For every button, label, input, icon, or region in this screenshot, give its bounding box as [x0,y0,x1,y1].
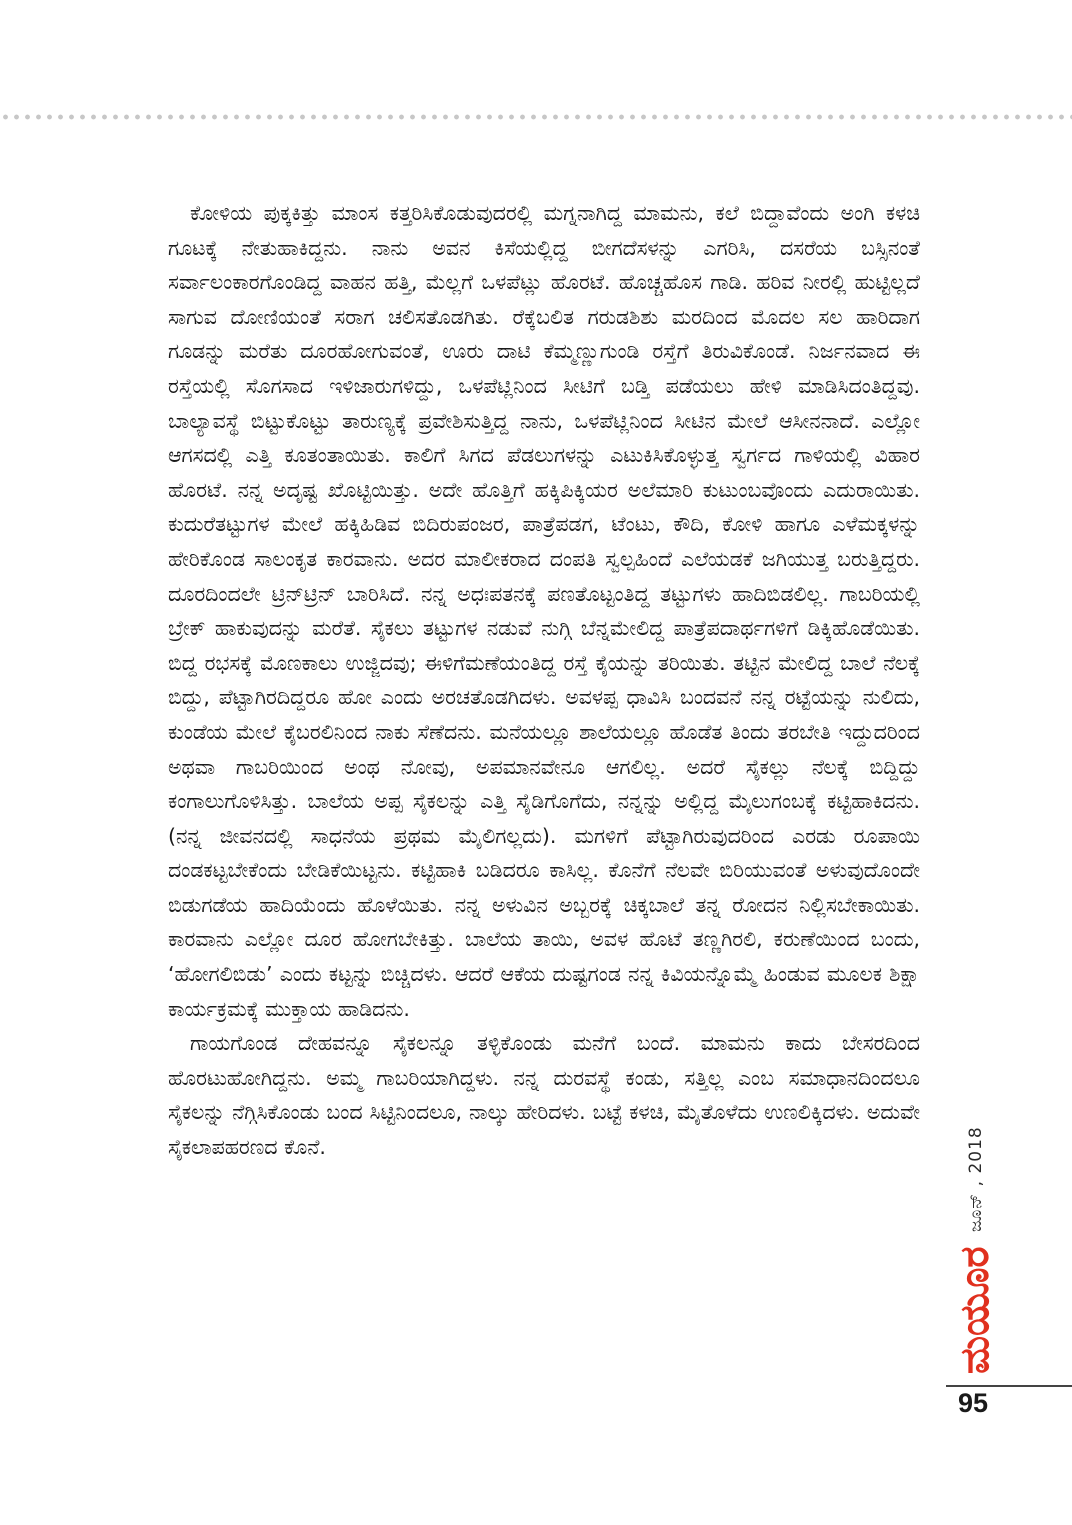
issue-date: ಜೂನ್ , 2018 [966,1126,986,1232]
page-number: 95 [958,1388,989,1418]
page-number-rule [946,1385,1072,1387]
article-paragraph-2: ಗಾಯಗೊಂಡ ದೇಹವನ್ನೂ ಸೈಕಲನ್ನೂ ತಳ್ಳಿಕೊಂಡು ಮನೆಗೆ ಬಂದೆ. ಮಾಮನು ಕಾದು ಬೇಸರದಿಂದ ಹೊರಟುಹೋಗಿದ್ದನು. ಅಮ್ಮ ಗಾಬರಿಯಾಗಿದ್ದಳು. ನನ್ನ ದುರವಸ್ಥೆ ಕಂಡು, ಸತ್ತಿಲ್ಲ ಎಂಬ ಸಮಾಧಾನದಿಂದಲೂ ಸೈಕಲನ್ನು ನೆಗ್ಗಿಸಿಕೊಂಡು ಬಂದ ಸಿಟ್ಟಿನಿಂದಲೂ, ನಾಲ್ಕು ಹೇರಿದಳು. ಬಟ್ಟೆ ಕಳಚಿ, ಮೈತೊಳೆದು ಉಣಲಿಕ್ಕಿದಳು. ಅದುವೇ ಸೈಕಲಾಪಹರಣದ ಕೊನೆ. [168,1031,920,1160]
article-body [168,196,920,1165]
magazine-logo: ಮಯೂರ [952,1246,998,1374]
article-paragraph-1: ಕೋಳಿಯ ಪುಕ್ಕಕಿತ್ತು ಮಾಂಸ ಕತ್ತರಿಸಿಕೊಡುವುದರಲ್ಲಿ ಮಗ್ನನಾಗಿದ್ದ ಮಾಮನು, ಕಲೆ ಬಿದ್ದಾವೆಂದು ಅಂಗಿ ಕಳಚಿ ಗೂಟಕ್ಕೆ ನೇತುಹಾಕಿದ್ದನು. ನಾನು ಅವನ ಕಿಸೆಯಲ್ಲಿದ್ದ ಬೀಗದೆಸಳನ್ನು ಎಗರಿಸಿ, ದಸರೆಯ ಬಸ್ಸಿನಂತೆ ಸರ್ವಾಲಂಕಾರಗೊಂಡಿದ್ದ ವಾಹನ ಹತ್ತಿ, ಮೆಲ್ಲಗೆ ಒಳಪೆಟ್ಲು ಹೊರಟೆ. ಹೊಚ್ಚಹೊಸ ಗಾಡಿ. ಹರಿವ ನೀರಲ್ಲಿ ಹುಟ್ಟಿಲ್ಲದೆ ಸಾಗುವ ದೋಣಿಯಂತೆ ಸರಾಗ ಚಲಿಸತೊಡಗಿತು. ರೆಕ್ಕೆಬಲಿತ ಗರುಡಶಿಶು ಮರದಿಂದ ಮೊದಲ ಸಲ ಹಾರಿದಾಗ ಗೂಡನ್ನು ಮರೆತು ದೂರಹೋಗುವಂತೆ, ಊರು ದಾಟಿ ಕೆಮ್ಮಣ್ಣುಗುಂಡಿ ರಸ್ತೆಗೆ ತಿರುವಿಕೊಂಡೆ. ನಿರ್ಜನವಾದ ಈ ರಸ್ತೆಯಲ್ಲಿ ಸೊಗಸಾದ ಇಳಿಜಾರುಗಳಿದ್ದು, ಒಳಪೆಟ್ಲಿನಿಂದ ಸೀಟಿಗೆ ಬಡ್ತಿ ಪಡೆಯಲು ಹೇಳಿ ಮಾಡಿಸಿದಂತಿದ್ದವು. ಬಾಲ್ಯಾವಸ್ಥೆ ಬಿಟ್ಟುಕೊಟ್ಟು ತಾರುಣ್ಯಕ್ಕೆ ಪ್ರವೇಶಿಸುತ್ತಿದ್ದ ನಾನು, ಒಳಪೆಟ್ಲಿನಿಂದ ಸೀಟಿನ ಮೇಲೆ ಆಸೀನನಾದೆ. ಎಲ್ಲೋ ಆಗಸದಲ್ಲಿ ಎತ್ತಿ ಕೂತಂತಾಯಿತು. ಕಾಲಿಗೆ ಸಿಗದ ಪೆಡಲುಗಳನ್ನು ಎಟುಕಿಸಿಕೊಳ್ಳುತ್ತ ಸ್ವರ್ಗದ ಗಾಳಿಯಲ್ಲಿ ವಿಹಾರ ಹೊರಟೆ. ನನ್ನ ಅದೃಷ್ಟ ಖೊಟ್ಟಿಯಿತ್ತು. ಅದೇ ಹೊತ್ತಿಗೆ ಹಕ್ಕಿಪಿಕ್ಕಿಯರ ಅಲೆಮಾರಿ ಕುಟುಂಬವೊಂದು ಎದುರಾಯಿತು. ಕುದುರೆತಟ್ಟುಗಳ ಮೇಲೆ ಹಕ್ಕಿಹಿಡಿವ ಬಿದಿರುಪಂಜರ, ಪಾತ್ರೆಪಡಗ, ಟೆಂಟು, ಕೌದಿ, ಕೋಳಿ ಹಾಗೂ ಎಳೆಮಕ್ಕಳನ್ನು ಹೇರಿಕೊಂಡ ಸಾಲಂಕೃತ ಕಾರವಾನು. ಅದರ ಮಾಲೀಕರಾದ ದಂಪತಿ ಸ್ವಲ್ಪಹಿಂದೆ ಎಲೆಯಡಕೆ ಜಗಿಯುತ್ತ ಬರುತ್ತಿದ್ದರು. ದೂರದಿಂದಲೇ ಟ್ರಿನ್‌ಟ್ರಿನ್ ಬಾರಿಸಿದೆ. ನನ್ನ ಅಧಃಪತನಕ್ಕೆ ಪಣತೊಟ್ಟಂತಿದ್ದ ತಟ್ಟುಗಳು ಹಾದಿಬಿಡಲಿಲ್ಲ. ಗಾಬರಿಯಲ್ಲಿ ಬ್ರೇಕ್ ಹಾಕುವುದನ್ನು ಮರೆತೆ. ಸೈಕಲು ತಟ್ಟುಗಳ ನಡುವೆ ನುಗ್ಗಿ ಬೆನ್ನಮೇಲಿದ್ದ ಪಾತ್ರೆಪದಾರ್ಥಗಳಿಗೆ ಡಿಕ್ಕಿಹೊಡೆಯಿತು. ಬಿದ್ದ ರಭಸಕ್ಕೆ ಮೊಣಕಾಲು ಉಜ್ಜಿದವು; ಈಳಿಗೆಮಣೆಯಂತಿದ್ದ ರಸ್ತೆ ಕೈಯನ್ನು ತರಿಯಿತು. ತಟ್ಟಿನ ಮೇಲಿದ್ದ ಬಾಲೆ ನೆಲಕ್ಕೆ ಬಿದ್ದು, ಪೆಟ್ಟಾಗಿರದಿದ್ದರೂ ಹೋ ಎಂದು ಅರಚತೊಡಗಿದಳು. ಅವಳಪ್ಪ ಧಾವಿಸಿ ಬಂದವನೆ ನನ್ನ ರಟ್ಟೆಯನ್ನು ನುಲಿದು, ಕುಂಡೆಯ ಮೇಲೆ ಕೈಬರಲಿನಿಂದ ನಾಕು ಸೆಣೆದನು. ಮನೆಯಲ್ಲೂ ಶಾಲೆಯಲ್ಲೂ ಹೊಡೆತ ತಿಂದು ತರಬೇತಿ ಇದ್ದುದರಿಂದ ಅಥವಾ ಗಾಬರಿಯಿಂದ ಅಂಥ ನೋವು, ಅಪಮಾನವೇನೂ ಆಗಲಿಲ್ಲ. ಅದರೆ ಸೈಕಲ್ಲು ನೆಲಕ್ಕೆ ಬಿದ್ದಿದ್ದು ಕಂಗಾಲುಗೊಳಿಸಿತ್ತು. ಬಾಲೆಯ ಅಪ್ಪ ಸೈಕಲನ್ನು ಎತ್ತಿ ಸೈಡಿಗೊಗೆದು, ನನ್ನನ್ನು ಅಲ್ಲಿದ್ದ ಮೈಲುಗಂಬಕ್ಕೆ ಕಟ್ಟಿಹಾಕಿದನು. (ನನ್ನ ಜೀವನದಲ್ಲಿ ಸಾಧನೆಯ ಪ್ರಥಮ ಮೈಲಿಗಲ್ಲದು). ಮಗಳಿಗೆ ಪೆಟ್ಟಾಗಿರುವುದರಿಂದ ಎರಡು ರೂಪಾಯಿ ದಂಡಕಟ್ಟಬೇಕೆಂದು ಬೇಡಿಕೆಯಿಟ್ಟನು. ಕಟ್ಟಿಹಾಕಿ ಬಡಿದರೂ ಕಾಸಿಲ್ಲ. ಕೊನೆಗೆ ನೆಲವೇ ಬಿರಿಯುವಂತೆ ಅಳುವುದೊಂದೇ ಬಿಡುಗಡೆಯ ಹಾದಿಯೆಂದು ಹೊಳೆಯಿತು. ನನ್ನ ಅಳುವಿನ ಅಬ್ಬರಕ್ಕೆ ಚಿಕ್ಕಬಾಲೆ ತನ್ನ ರೋದನ ನಿಲ್ಲಿಸಬೇಕಾಯಿತು. ಕಾರವಾನು ಎಲ್ಲೋ ದೂರ ಹೋಗಬೇಕಿತ್ತು. ಬಾಲೆಯ ತಾಯಿ, ಅವಳ ಹೊಟೆ ತಣ್ಣಗಿರಲಿ, ಕರುಣೆಯಿಂದ ಬಂದು, ‘ಹೋಗಲಿಬಿಡು’ ಎಂದು ಕಟ್ಟನ್ನು ಬಿಚ್ಚಿದಳು. ಆದರೆ ಆಕೆಯ ದುಷ್ಟಗಂಡ ನನ್ನ ಕಿವಿಯನ್ನೊಮ್ಮೆ ಹಿಂಡುವ ಮೂಲಕ ಶಿಕ್ಷಾ ಕಾರ್ಯಕ್ರಮಕ್ಕೆ ಮುಕ್ತಾಯ ಹಾಡಿದನು. [168,201,920,1021]
top-dotted-divider [0,113,1072,121]
